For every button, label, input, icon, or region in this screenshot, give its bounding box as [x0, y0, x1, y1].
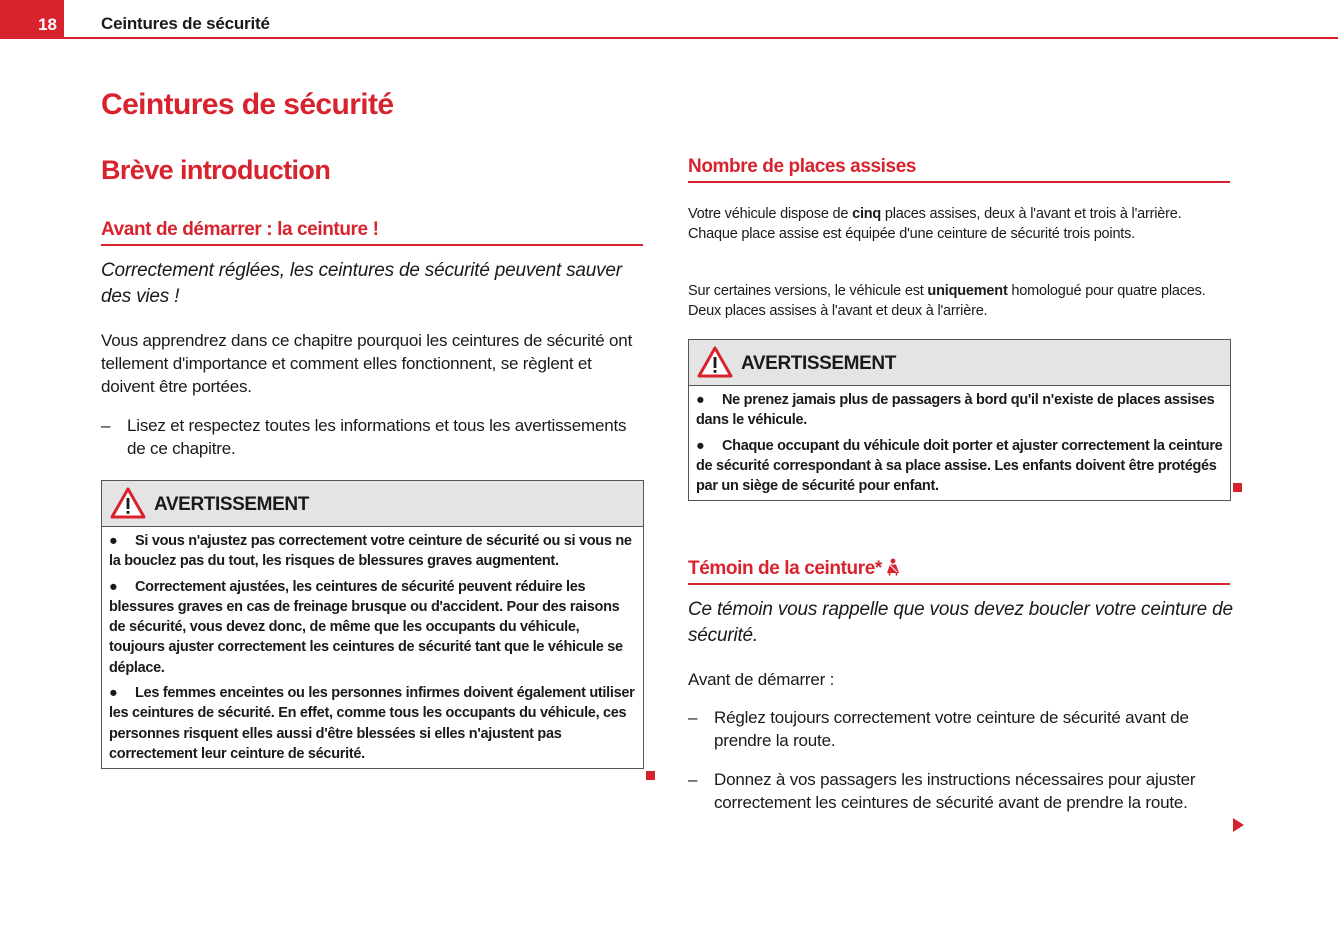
- bullet-icon: ●: [696, 392, 705, 408]
- section-title: Brève introduction: [101, 155, 331, 185]
- warning-item-text: Chaque occupant du véhicule doit porter et ajuster correctement la ceinture de sécurité correspondant à sa place assise. Les enfants doivent être protégés par un siège de sécurité pour enfant.: [696, 437, 1223, 495]
- warning-item-text: Correctement ajustées, les ceintures de sécurité peuvent réduire les blessures graves en cas de freinage brusque ou d'accident. Pour des raisons de sécurité, vous devez donc, de même que les occupants du véhicule, toujours ajuster correctement les ceintures de sécurité tant que le véhicule se déplace.: [109, 578, 623, 676]
- page-number-text: 18: [38, 15, 57, 34]
- warning-item: [109, 577, 636, 678]
- bullet-icon: ●: [109, 685, 118, 702]
- bullet-icon: ●: [109, 533, 118, 549]
- bullet-icon: ●: [696, 437, 705, 454]
- text-run: Sur certaines versions, le véhicule est: [688, 283, 928, 299]
- intro-paragraph: Vous apprendrez dans ce chapitre pourquoi les ceintures de sécurité ont tellement d'importance et comment elles fonctionnent, se règlent et doivent être portées.: [101, 331, 633, 396]
- bullet-icon: ●: [109, 578, 118, 595]
- end-of-section-marker: [646, 771, 655, 780]
- warning-header: [102, 481, 643, 527]
- chapter-title: Ceintures de sécurité: [101, 88, 394, 121]
- bold-text-run: uniquement: [927, 283, 1008, 299]
- warning-title: AVERTISSEMENT: [741, 353, 896, 374]
- warning-title: AVERTISSEMENT: [154, 494, 309, 515]
- warning-item: [109, 683, 636, 764]
- warning-body: [102, 527, 643, 768]
- continued-arrow-icon: [1233, 818, 1244, 832]
- running-title: Ceintures de sécurité: [101, 14, 270, 33]
- warning-item: [696, 390, 1223, 431]
- warning-item-text: Les femmes enceintes ou les personnes infirmes doivent également utiliser les ceintures de sécurité. En effet, comme tous les occupants du véhicule, ces personnes risquent elles aussi d'être blessées si elles n'ajustent pas correctement leur ceinture de sécurité.: [109, 685, 635, 762]
- text-run: places assises, deux à l'avant et trois à l'arrière. Chaque place assise est équipée d'une ceinture de sécurité trois points.: [688, 206, 1182, 242]
- warning-item-text: Ne prenez jamais plus de passagers à bord qu'il n'existe de places assises dans le véhicule.: [696, 392, 1215, 429]
- subsection-lead: Correctement réglées, les ceintures de sécurité peuvent sauver des vies !: [101, 260, 622, 307]
- bold-text-run: cinq: [852, 206, 882, 222]
- dash-marker: –: [688, 708, 698, 727]
- end-of-section-marker: [1233, 483, 1242, 492]
- text-run: Votre véhicule dispose de: [688, 206, 853, 222]
- warning-item-text: Si vous n'ajustez pas correctement votre ceinture de sécurité ou si vous ne la bouclez pas du tout, les risques de blessures graves augmentent.: [109, 533, 632, 570]
- header-rule: [64, 37, 1338, 39]
- text-run: homologué pour quatre places. Deux places assises à l'avant et deux à l'arrière.: [688, 283, 1206, 319]
- section-title-places-assises: Nombre de places assises: [688, 156, 1230, 183]
- warning-body: [689, 386, 1230, 500]
- warning-box-right: [688, 339, 1231, 501]
- section-title-text: Témoin de la ceinture*: [688, 558, 882, 579]
- before-start-label: Avant de démarrer :: [688, 670, 835, 689]
- page-header: [0, 0, 1338, 40]
- warning-item: [696, 436, 1223, 497]
- warning-header: [689, 340, 1230, 386]
- warning-box-left: [101, 480, 644, 769]
- subsection-title-avant-demarrer: Avant de démarrer : la ceinture !: [101, 219, 643, 246]
- warning-item: [109, 531, 636, 572]
- dash-list-item: [101, 414, 646, 460]
- dash-marker: –: [688, 770, 698, 789]
- warning-triangle-icon: [697, 346, 733, 378]
- dash-list-item: [688, 768, 1233, 814]
- seatbelt-warning-icon: [886, 558, 900, 576]
- seats-paragraph-1: [688, 204, 1233, 244]
- dash-item-text: Lisez et respectez toutes les informations et tous les avertissements de ce chapitre.: [127, 416, 627, 458]
- dash-list-item: [688, 706, 1233, 752]
- page-number: [0, 0, 64, 39]
- dash-marker: –: [101, 416, 111, 435]
- dash-item-text: Donnez à vos passagers les instructions nécessaires pour ajuster correctement les ceintures de sécurité avant de prendre la route.: [714, 770, 1196, 812]
- warning-triangle-icon: [110, 487, 146, 519]
- indicator-lead: Ce témoin vous rappelle que vous devez boucler votre ceinture de sécurité.: [688, 599, 1233, 646]
- dash-item-text: Réglez toujours correctement votre ceinture de sécurité avant de prendre la route.: [714, 708, 1189, 750]
- section-title-temoin-ceinture: [688, 558, 1230, 585]
- seats-paragraph-2: [688, 281, 1233, 321]
